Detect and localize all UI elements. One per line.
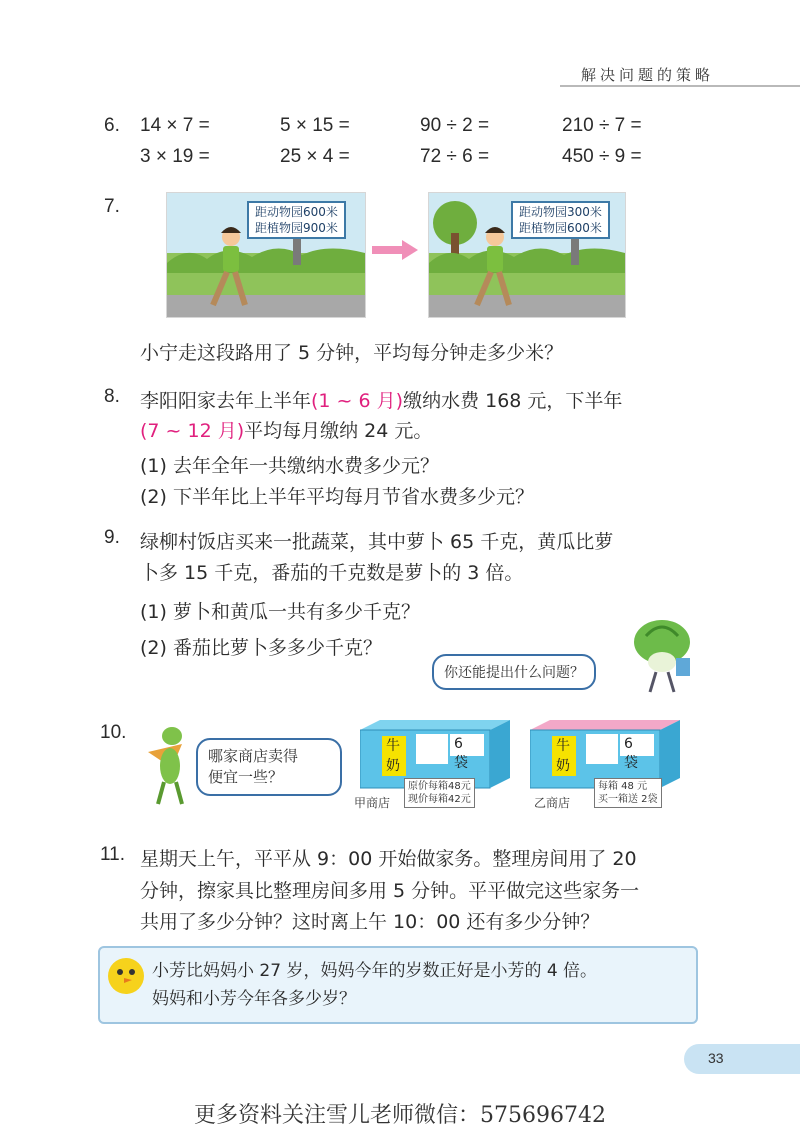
q7-scene-start bbox=[166, 192, 366, 318]
grasshopper-mascot-icon bbox=[142, 722, 198, 812]
store-b-name: 乙商店 bbox=[534, 796, 571, 810]
q10-number: 10. bbox=[100, 722, 127, 743]
q6-r1-c2: 5 × 15 = bbox=[280, 115, 350, 136]
q10-bubble-line1: 哪家商店卖得 bbox=[208, 747, 299, 765]
q8-line1 bbox=[140, 386, 622, 413]
page-number: 33 bbox=[708, 1050, 724, 1066]
q6-number: 6. bbox=[104, 115, 120, 136]
q11-line3: 共用了多少分钟？这时离上午 10：00 还有多少分钟？ bbox=[140, 911, 600, 933]
arrow-right-icon bbox=[372, 240, 418, 264]
store-b-tag-line2: 买一箱送 2袋 bbox=[598, 794, 658, 805]
q8-line2 bbox=[140, 416, 432, 443]
q7-question: 小宁走这段路用了 5 分钟，平均每分钟走多少米？ bbox=[140, 342, 564, 364]
header-rule bbox=[560, 85, 800, 87]
cabbage-mascot-icon bbox=[626, 616, 698, 698]
page-number-bar bbox=[684, 1044, 800, 1074]
q9-line2: 卜多 15 千克，番茄的千克数是萝卜的 3 倍。 bbox=[140, 562, 524, 584]
box-b-label bbox=[556, 736, 570, 776]
q6-r1-c1: 14 × 7 = bbox=[140, 115, 210, 136]
challenge-line2: 妈妈和小芳今年各多少岁？ bbox=[152, 989, 356, 1009]
q10-bubble-line2: 便宜一些？ bbox=[208, 768, 284, 786]
q11-number: 11. bbox=[100, 844, 126, 865]
footer-note: 更多资料关注雪儿老师微信：575696742 bbox=[194, 1103, 606, 1128]
q8-month-range-1: (1 ~ 6 月) bbox=[311, 390, 404, 412]
q9-line1: 绿柳村饭店买来一批蔬菜，其中萝卜 65 千克，黄瓜比萝 bbox=[140, 531, 614, 553]
q6-r2-c4: 450 ÷ 9 = bbox=[562, 146, 642, 167]
q6-r2-c3: 72 ÷ 6 = bbox=[420, 146, 490, 167]
q6-r1-c3: 90 ÷ 2 = bbox=[420, 115, 490, 136]
q8-line1-b: 缴纳水费 168 元，下半年 bbox=[403, 390, 623, 412]
box-b-label-2: 奶 bbox=[556, 758, 570, 774]
q6-r2-c2: 25 × 4 = bbox=[280, 146, 350, 167]
q9-sub1: (1) 萝卜和黄瓜一共有多少千克？ bbox=[140, 601, 420, 623]
q6-r2-c1: 3 × 19 = bbox=[140, 146, 210, 167]
q8-month-range-2: (7 ~ 12 月) bbox=[140, 420, 245, 442]
store-a-price-tag bbox=[404, 778, 475, 808]
q11-line1: 星期天上午，平平从 9：00 开始做家务。整理房间用了 20 bbox=[140, 848, 637, 870]
box-b-label-1: 牛 bbox=[556, 738, 570, 754]
q8-number: 8. bbox=[104, 386, 120, 407]
box-b-count: 6袋 bbox=[624, 736, 638, 771]
q7-number: 7. bbox=[104, 196, 120, 217]
q10-speech-bubble bbox=[196, 738, 342, 796]
q9-speech-bubble: 你还能提出什么问题？ bbox=[432, 654, 596, 690]
box-a-label-2: 奶 bbox=[386, 758, 400, 774]
store-a-tag-line1: 原价每箱48元 bbox=[408, 781, 471, 792]
q9-number: 9. bbox=[104, 527, 120, 548]
sign-end-line2: 距植物园600米 bbox=[519, 221, 602, 235]
q8-line2-b: 平均每月缴纳 24 元。 bbox=[244, 420, 433, 442]
sign-start-line2: 距植物园900米 bbox=[255, 221, 338, 235]
store-a-tag-line2: 现价每箱42元 bbox=[408, 794, 471, 805]
sign-start-line1: 距动物园600米 bbox=[255, 205, 338, 219]
q9-sub2: (2) 番茄比萝卜多多少千克？ bbox=[140, 637, 382, 659]
box-a-label bbox=[386, 736, 400, 776]
challenge-line1: 小芳比妈妈小 27 岁，妈妈今年的岁数正好是小芳的 4 倍。 bbox=[152, 961, 598, 981]
box-a-count: 6袋 bbox=[454, 736, 468, 771]
box-a-label-1: 牛 bbox=[386, 738, 400, 754]
q8-sub2: (2) 下半年比上半年平均每月节省水费多少元？ bbox=[140, 486, 534, 508]
q8-sub1: (1) 去年全年一共缴纳水费多少元？ bbox=[140, 455, 439, 477]
chapter-title: 解决问题的策略 bbox=[580, 66, 714, 84]
q6-r1-c4: 210 ÷ 7 = bbox=[562, 115, 642, 136]
store-b-tag-line1: 每箱 48 元 bbox=[598, 781, 648, 792]
q7-sign-start bbox=[247, 201, 346, 239]
q7-scene-end bbox=[428, 192, 626, 318]
q8-line1-a: 李阳阳家去年上半年 bbox=[140, 390, 312, 412]
store-b-price-tag bbox=[594, 778, 662, 808]
q11-line2: 分钟，擦家具比整理房间多用 5 分钟。平平做完这些家务一 bbox=[140, 880, 640, 902]
q7-sign-end bbox=[511, 201, 610, 239]
store-a-name: 甲商店 bbox=[354, 796, 391, 810]
sign-end-line1: 距动物园300米 bbox=[519, 205, 602, 219]
chick-mascot-icon bbox=[104, 952, 148, 1000]
